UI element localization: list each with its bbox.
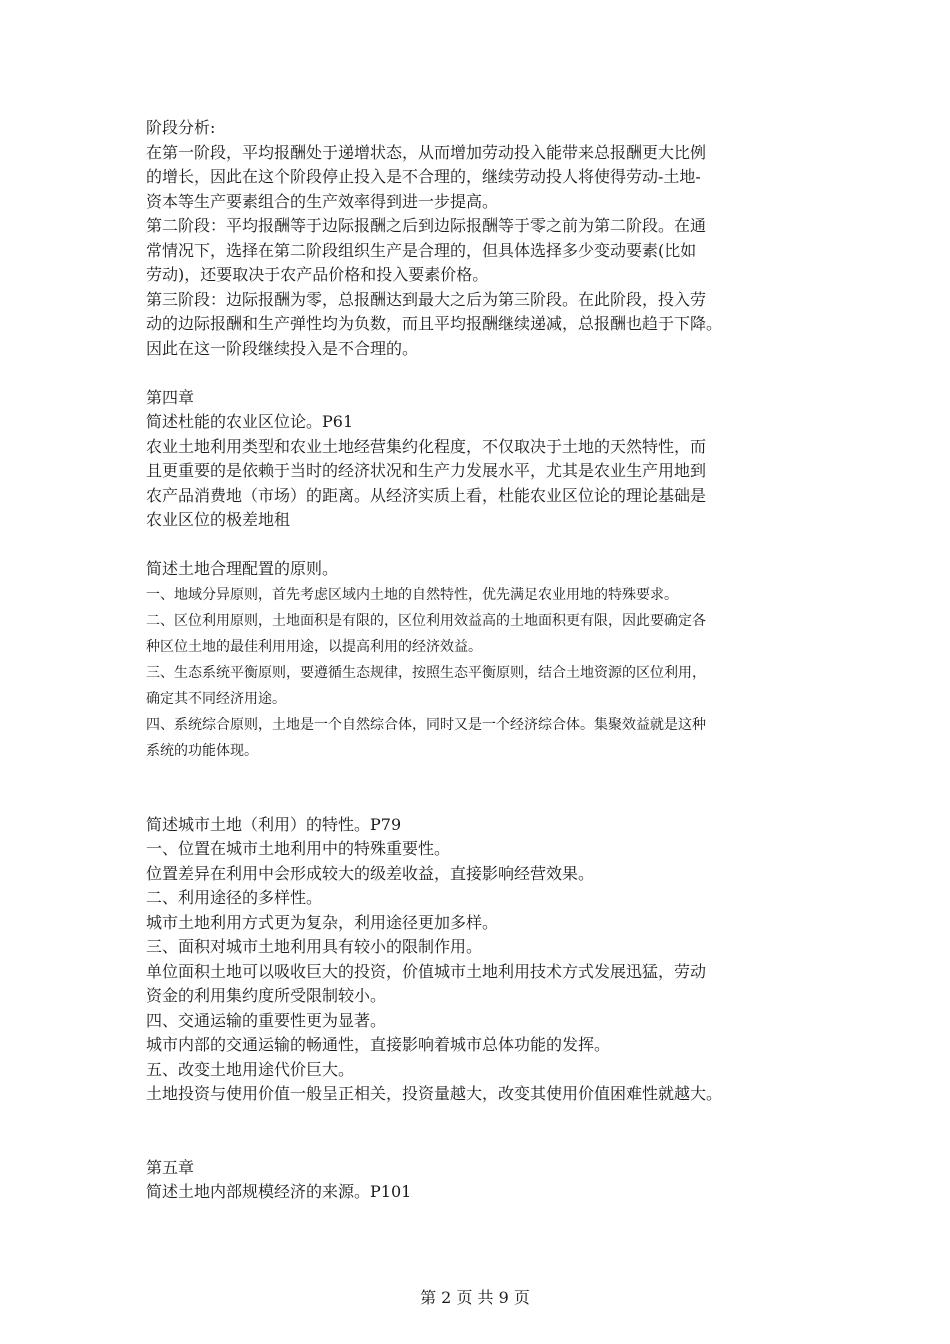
- paragraph-line: 单位面积土地可以吸收巨大的投资，价值城市土地利用技术方式发展迅猛，劳动: [146, 961, 707, 981]
- paragraph-line: 三、生态系统平衡原则，要遵循生态规律，按照生态平衡原则，结合土地资源的区位利用，: [146, 664, 706, 681]
- paragraph-line: 四、系统综合原则，土地是一个自然综合体，同时又是一个经济综合体。集聚效益就是这种: [146, 716, 706, 733]
- page-number: 第 2 页 共 9 页: [420, 1288, 530, 1307]
- paragraph-line: 一、位置在城市土地利用中的特殊重要性。: [146, 839, 451, 858]
- paragraph-line: 资本等生产要素组合的生产效率得到进一步提高。: [146, 191, 499, 211]
- paragraph-line: 五、改变土地用途代价巨大。: [146, 1059, 355, 1079]
- paragraph-line: 一、地域分异原则，首先考虑区域内土地的自然特性，优先满足农业用地的特殊要求。: [146, 586, 678, 603]
- paragraph-line: 的增长，因此在这个阶段停止投入是不合理的，继续劳动投人将使得劳动-土地-: [146, 167, 701, 186]
- chapter-heading: 第五章: [146, 1157, 195, 1177]
- paragraph-line: 资金的利用集约度所受限制较小。: [146, 986, 387, 1005]
- question-title: 简述杜能的农业区位论。P61: [146, 412, 354, 431]
- paragraph-line: 土地投资与使用价值一般呈正相关，投资量越大，改变其使用价值困难性就越大。: [146, 1084, 723, 1103]
- paragraph-line: 常情况下，选择在第二阶段组织生产是合理的，但具体选择多少变动要素(比如: [146, 240, 697, 260]
- document-body: [146, 116, 810, 1205]
- paragraph-line: 农业土地利用类型和农业土地经营集约化程度，不仅取决于土地的天然特性，而: [146, 436, 707, 456]
- paragraph-line: 在第一阶段，平均报酬处于递增状态，从而增加劳动投入能带来总报酬更大比例: [146, 142, 707, 162]
- paragraph-line: 城市土地利用方式更为复杂，利用途径更加多样。: [146, 912, 499, 932]
- paragraph-line: 种区位土地的最佳利用用途，以提高利用的经济效益。: [146, 638, 482, 655]
- section-title: 阶段分析:: [146, 118, 216, 137]
- paragraph-line: 动的边际报酬和生产弹性均为负数，而且平均报酬继续递减，总报酬也趋于下降。: [146, 314, 723, 333]
- question-title: 简述城市土地（利用）的特性。P79: [146, 814, 402, 834]
- paragraph-line: 第三阶段：边际报酬为零，总报酬达到最大之后为第三阶段。在此阶段，投入劳: [146, 289, 707, 309]
- chapter-heading: 第四章: [146, 387, 195, 407]
- question-title: 简述土地内部规模经济的来源。P101: [146, 1182, 412, 1201]
- paragraph-line: 第二阶段：平均报酬等于边际报酬之后到边际报酬等于零之前为第二阶段。在通: [146, 216, 707, 235]
- paragraph-line: 城市内部的交通运输的畅通性，直接影响着城市总体功能的发挥。: [146, 1035, 611, 1054]
- paragraph-line: 三、面积对城市土地利用具有较小的限制作用。: [146, 937, 483, 956]
- paragraph-line: 二、利用途径的多样性。: [146, 888, 323, 907]
- paragraph-line: 劳动)，还要取决于农产品价格和投入要素价格。: [146, 265, 489, 284]
- paragraph-line: 农业区位的极差地租: [146, 510, 291, 529]
- paragraph-line: 四、交通运输的重要性更为显著。: [146, 1010, 387, 1030]
- paragraph-line: 系统的功能体现。: [146, 742, 258, 759]
- paragraph-line: 二、区位利用原则，土地面积是有限的，区位利用效益高的土地面积更有限，因此要确定各: [146, 612, 706, 629]
- paragraph-line: 农产品消费地（市场）的距离。从经济实质上看，杜能农业区位论的理论基础是: [146, 485, 707, 505]
- paragraph-line: 位置差异在利用中会形成较大的级差收益，直接影响经营效果。: [146, 863, 595, 883]
- paragraph-line: 且更重要的是依赖于当时的经济状况和生产力发展水平，尤其是农业生产用地到: [146, 461, 707, 480]
- paragraph-line: 确定其不同经济用途。: [146, 690, 286, 707]
- question-title: 简述土地合理配置的原则。: [146, 559, 339, 578]
- paragraph-line: 因此在这一阶段继续投入是不合理的。: [146, 338, 419, 358]
